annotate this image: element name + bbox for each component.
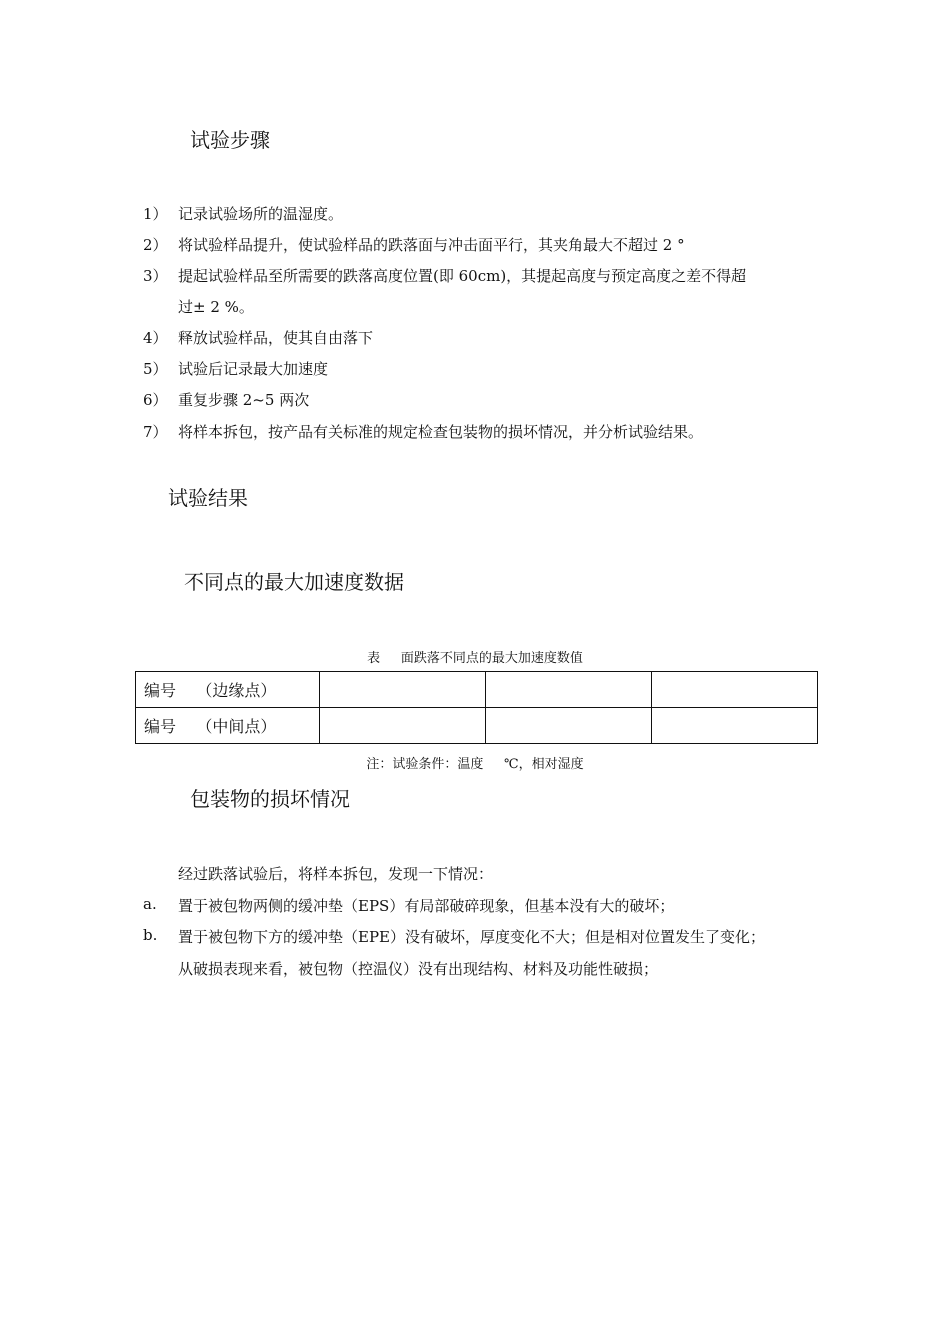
table-caption: 表 面跌落不同点的最大加速度数值 [367,651,583,666]
step-text-continued: 过± 2 %。 [178,298,254,316]
step-text: 提起试验样品至所需要的跌落高度位置(即 60cm)，其提起高度与预定高度之差不得超 [178,267,747,285]
table-note: 注：试验条件：温度 ℃，相对湿度 [366,757,584,772]
procedure-heading: 试验步骤 [190,128,270,152]
row-label: 编号 （中间点） [136,708,320,744]
table-row [136,672,818,708]
step-text: 试验后记录最大加速度 [178,360,329,378]
step-number: 2） [143,236,168,254]
step-text: 将试验样品提升，使试验样品的跌落面与冲击面平行，其夹角最大不超过 2 ° [178,236,685,254]
table-row [136,708,818,744]
step-text: 将样本拆包，按产品有关标准的规定检查包装物的损坏情况，并分析试验结果。 [178,423,704,441]
table-cell [486,708,652,744]
item-marker: a. [143,895,157,913]
table-cell [652,708,818,744]
step-number: 3） [143,267,168,285]
results-subheading: 不同点的最大加速度数据 [184,570,404,594]
row-label: 编号 （边缘点） [136,672,320,708]
step-text: 释放试验样品，使其自由落下 [178,329,374,347]
damage-item: 置于被包物下方的缓冲垫（EPE）没有破坏，厚度变化不大；但是相对位置发生了变化； [178,928,765,946]
step-text: 记录试验场所的温湿度。 [178,205,344,223]
damage-heading: 包装物的损坏情况 [190,787,350,811]
item-marker: b. [143,926,158,944]
damage-conclusion: 从破损表现来看，被包物（控温仪）没有出现结构、材料及功能性破损； [178,960,659,978]
damage-item: 置于被包物两侧的缓冲垫（EPS）有局部破碎现象，但基本没有大的破坏； [178,897,675,915]
table-cell [486,672,652,708]
step-number: 7） [143,423,168,441]
step-number: 4） [143,329,168,347]
table-cell [652,672,818,708]
acceleration-table [135,671,818,744]
table-cell [320,672,486,708]
step-number: 6） [143,391,168,409]
step-text: 重复步骤 2~5 两次 [178,391,310,409]
step-number: 5） [143,360,168,378]
table-cell [320,708,486,744]
damage-intro: 经过跌落试验后，将样本拆包，发现一下情况： [178,865,494,883]
step-number: 1） [143,205,168,223]
results-heading: 试验结果 [168,486,248,510]
